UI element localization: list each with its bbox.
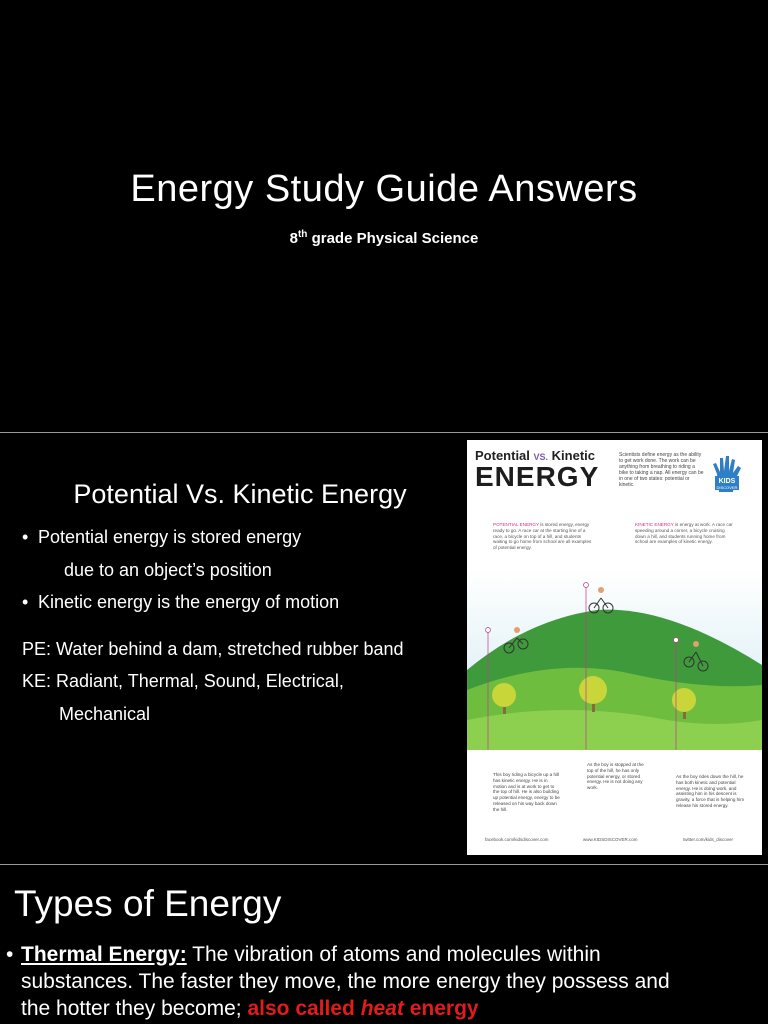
caption-top: As the boy is stopped at the top of the hill, he has only potential energy, or stored energy. He is not doing any work. — [587, 762, 644, 791]
caption-uphill: This boy riding a bicycle up a hill has kinetic energy. He is in motion and is at work to get to the top of hill. He is also building up potential energy, energy to be released on his way back down the hill. — [493, 772, 560, 812]
slide-title: Energy Study Guide Answers — [130, 168, 638, 210]
poster-footer-facebook: facebook.com/kidsdiscover.com — [485, 837, 549, 842]
hill-illustration — [467, 570, 762, 750]
poster-intro: Scientists define energy as the ability to get work done. The work can be anything from breathing to riding a bike to taking a nap. All energy can be in one of two states: potential or kinetic. — [619, 452, 704, 488]
kinetic-description: KINETIC ENERGY is energy at work. A race car speeding around a corner, a bicycle cruising down a hill, and students running home from school are examples of kinetic energy. — [635, 522, 733, 545]
bullet-item: • Kinetic energy is the energy of motion — [22, 592, 340, 612]
slide-heading: Potential Vs. Kinetic Energy — [73, 479, 407, 509]
poster-header: Potential VS. Kinetic ENERGY — [475, 448, 625, 491]
poster-footer-twitter: twitter.com/kids_discover — [683, 837, 734, 842]
slide-subtitle: 8th grade Physical Science — [289, 229, 479, 247]
poster-footer-website: www.KIDSDISCOVER.com — [583, 837, 638, 842]
highlight-heat-energy: also called heat energy — [247, 997, 479, 1020]
potential-kinetic-slide — [0, 433, 768, 864]
slide-body — [22, 521, 472, 730]
bullet-item: • Potential energy is stored energy — [22, 527, 302, 547]
energy-infographic — [467, 440, 762, 855]
svg-text:DISCOVER: DISCOVER — [716, 485, 738, 490]
caption-downhill: As the boy rides down the hill, he has both kinetic and potential energy. He is doing work, and assisting him in his descent is gravity, a force that is helping him release his stored energy. — [676, 774, 745, 808]
kids-discover-logo — [705, 452, 749, 496]
bullet-item: • Thermal Energy: The vibration of atoms and molecules within substances. The faster they move, the more energy they possess and the hotter they become; also called heat energy — [6, 943, 670, 1020]
ke-examples: KE: Radiant, Thermal, Sound, Electrical, — [22, 671, 344, 691]
term-thermal-energy: Thermal Energy: — [21, 943, 187, 966]
poster-title: ENERGY — [475, 461, 600, 492]
slide-heading: Types of Energy — [14, 883, 282, 924]
title-slide — [0, 0, 768, 432]
types-of-energy-slide — [0, 865, 768, 1024]
potential-description: POTENTIAL ENERGY is stored energy, energy ready to go. A race car at the starting line of a race, a bicycle on top of a hill, and students waiting to go home from school are all examples of potential energy. — [493, 522, 592, 551]
ke-examples-continued: Mechanical — [59, 703, 151, 724]
bullet-continuation: due to an object’s position — [64, 559, 272, 580]
pe-examples: PE: Water behind a dam, stretched rubber band — [22, 638, 404, 659]
slide-body — [6, 941, 761, 1022]
svg-text:KIDS: KIDS — [718, 478, 736, 485]
